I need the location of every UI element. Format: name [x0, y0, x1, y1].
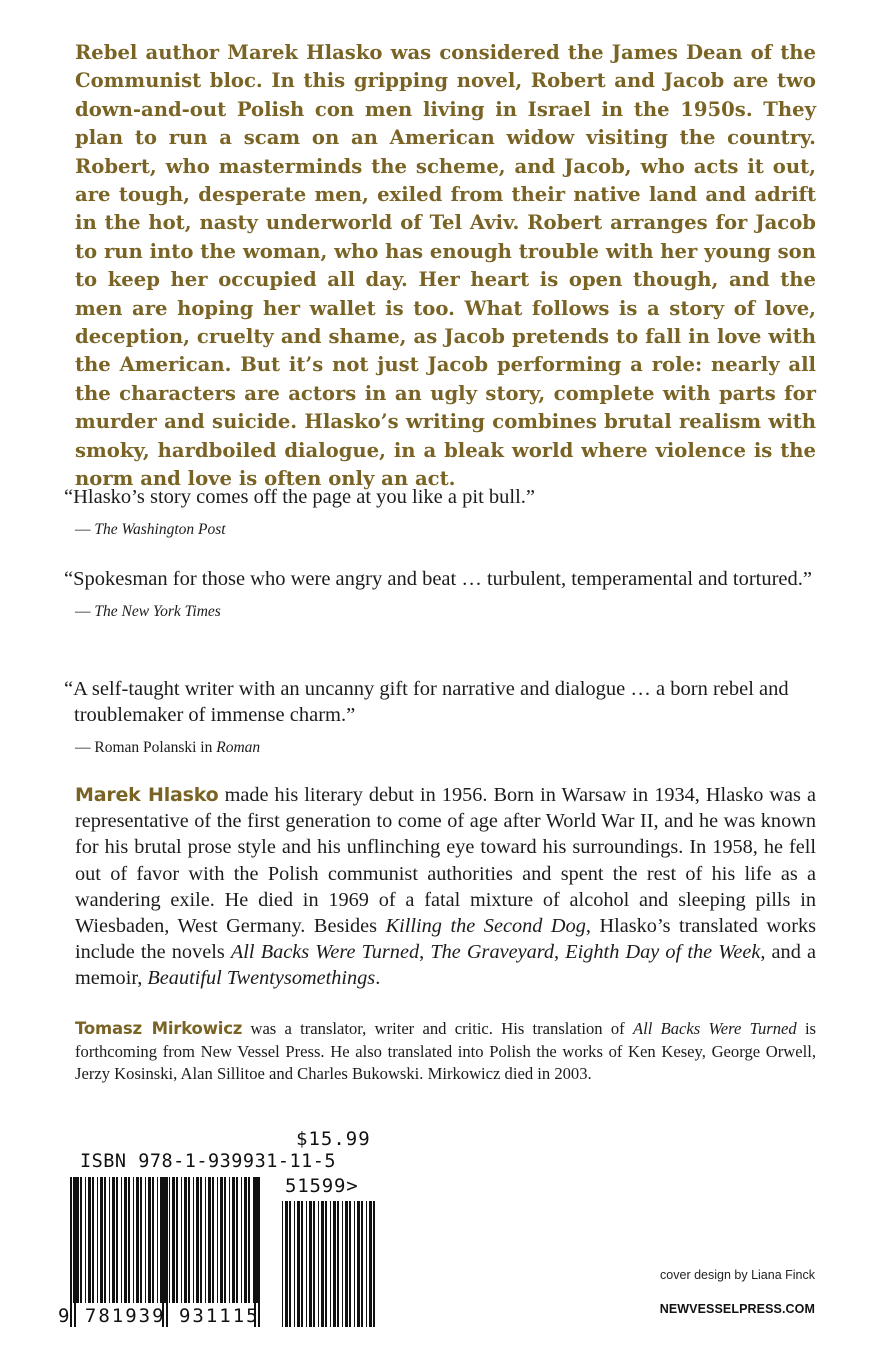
barcode-bar	[236, 1177, 238, 1303]
blurb-paragraph: Rebel author Marek Hlasko was considered the James Dean of the Communist bloc. In this gripping novel, Robert and Jacob are two down-and-out Polish con men living in Israel in the 1950s. They plan to run a scam on an American widow visiting the country. Robert, who masterminds the scheme, and Jacob, who acts it out, are tough, desperate men, exiled from their native land and adrift in the hot, nasty underworld of Tel Aviv. Robert arranges for Jacob to run into the woman, who has enough trouble with her young son to keep her occupied all day. Her heart is open though, and the men are hoping her wallet is too. What follows is a story of love, deception, cruelty and shame, as Jacob pretends to fall in love with the American. But it’s not just Jacob performing a role: nearly all the characters are actors in an ugly story, complete with parts for murder and suicide. Hlasko’s writing combines brutal realism with smoky, hardboiled dialogue, in a bleak world where violence is the norm and love is often only an act.	[75, 41, 816, 491]
quote-new-york-times	[64, 566, 816, 622]
barcode-bar	[88, 1177, 91, 1303]
barcode-bar	[97, 1177, 98, 1303]
barcode-bar	[152, 1177, 154, 1303]
barcode-bar	[297, 1201, 300, 1327]
quote-attribution: — The New York Times	[75, 603, 221, 620]
book-title: All Backs Were Turned	[632, 1019, 797, 1038]
book-title: Eighth Day of the Week	[565, 941, 761, 964]
quote-attribution: — Roman Polanski in Roman	[75, 739, 261, 756]
barcode-bar	[366, 1201, 367, 1327]
barcode-bar	[241, 1177, 242, 1303]
barcode-bar	[361, 1201, 363, 1327]
barcode-bar	[224, 1177, 226, 1303]
book-title: The Graveyard	[430, 941, 555, 964]
barcode-bar	[345, 1201, 348, 1327]
barcode-bar	[205, 1177, 206, 1303]
quote-washington-post	[64, 484, 816, 540]
barcode-bar	[116, 1177, 118, 1303]
barcode-bar	[342, 1201, 343, 1327]
barcode-bar	[193, 1177, 194, 1303]
barcode-bar	[104, 1177, 106, 1303]
barcode-digits: 9 781939 931115	[58, 1305, 260, 1327]
quote-source: Roman	[216, 739, 261, 756]
barcode-bar	[318, 1201, 319, 1327]
barcode-bar	[217, 1177, 218, 1303]
barcode-bar	[253, 1177, 254, 1303]
barcode-bar	[309, 1201, 312, 1327]
barcode-bar	[244, 1177, 247, 1303]
barcode-bar	[373, 1201, 375, 1327]
barcode-bar	[124, 1177, 127, 1303]
translator-name: Tomasz Mirkowicz	[75, 1019, 243, 1038]
barcode-addon-digits: 51599>	[285, 1175, 359, 1197]
barcode-bar	[208, 1177, 211, 1303]
barcode-bar	[349, 1201, 351, 1327]
quote-source: The Washington Post	[94, 521, 226, 538]
barcode-bar	[321, 1201, 324, 1327]
barcode-bar	[333, 1201, 336, 1327]
book-title: All Backs Were Turned	[230, 941, 420, 964]
barcode-bar	[330, 1201, 331, 1327]
quote-text: “Hlasko’s story comes off the page at you like a pit bull.”	[64, 486, 536, 508]
author-bio: Marek Hlasko made his literary debut in 1956. Born in Warsaw in 1934, Hlasko was a representative of the first generation to come of age after World War II, and he was known for his brutal prose style and his unflinching eye toward his surroundings. In 1958, he fell out of favor with the Polish communist authorities and spent the rest of his life as a wandering exile. He died in 1969 of a fatal mixture of alcohol and sleeping pills in Wiesbaden, West Germany. Besides Killing the Second Dog, Hlasko’s translated works include the novels All Backs Were Turned, The Graveyard, Eighth Day of the Week, and a memoir, Beautiful Twentysomethings.	[75, 784, 816, 990]
barcode-bar	[176, 1177, 178, 1303]
barcode-bar	[289, 1201, 291, 1327]
barcode-bar	[285, 1201, 288, 1327]
barcode-bar	[164, 1177, 166, 1303]
barcode-bar	[76, 1177, 79, 1303]
barcode-bar	[140, 1177, 142, 1303]
quote-source: The New York Times	[94, 603, 221, 620]
barcode-bar	[184, 1177, 187, 1303]
barcode-bar	[337, 1201, 339, 1327]
book-title: Beautiful Twentysomethings	[147, 967, 376, 990]
barcode-bar	[100, 1177, 103, 1303]
barcode-bar	[92, 1177, 94, 1303]
cover-design-credit: cover design by Liana Finck	[660, 1268, 815, 1282]
quote-text: “A self-taught writer with an uncanny gift for narrative and dialogue … a born rebel and troublemaker of immense charm.”	[64, 678, 789, 726]
barcode-bar	[133, 1177, 134, 1303]
barcode-bar	[80, 1177, 82, 1303]
barcode-bar	[313, 1201, 315, 1327]
author-name: Marek Hlasko	[75, 784, 219, 806]
barcode-bar	[128, 1177, 130, 1303]
barcode-bar	[172, 1177, 175, 1303]
barcode-bar	[169, 1177, 170, 1303]
barcode-bar	[148, 1177, 151, 1303]
barcode-bar	[212, 1177, 214, 1303]
barcode-bar	[248, 1177, 250, 1303]
barcode-bar	[229, 1177, 230, 1303]
barcode-bar	[157, 1177, 158, 1303]
barcode-bar	[85, 1177, 86, 1303]
isbn-label: ISBN 978-1-939931-11-5	[80, 1151, 337, 1172]
barcode-bar	[306, 1201, 307, 1327]
barcode-bar	[121, 1177, 122, 1303]
barcode-bar	[301, 1201, 303, 1327]
price-label: $15.99	[296, 1128, 371, 1150]
barcode-bar	[112, 1177, 115, 1303]
barcode-bar	[188, 1177, 190, 1303]
publisher-website: NEWVESSELPRESS.COM	[659, 1302, 815, 1316]
barcode-bar	[145, 1177, 146, 1303]
barcode-bar	[294, 1201, 295, 1327]
quote-text: “Spokesman for those who were angry and beat … turbulent, temperamental and tortured.”	[64, 568, 812, 590]
barcode-bar	[282, 1201, 283, 1327]
barcode-bar	[73, 1177, 74, 1303]
barcode-bar	[109, 1177, 110, 1303]
barcode-bar	[220, 1177, 223, 1303]
barcode-bar	[200, 1177, 202, 1303]
barcode-bar	[181, 1177, 182, 1303]
translator-bio: Tomasz Mirkowicz was a translator, writer and critic. His translation of All Backs Were Turned is forthcoming from New Vessel Press. He also translated into Polish the works of Ken Kesey, George Orwell, Jerzy Kosinski, Alan Sillitoe and Charles Bukowski. Mirkowicz died in 2003.	[75, 1019, 817, 1084]
barcode-bar	[196, 1177, 199, 1303]
barcode-bar	[369, 1201, 372, 1327]
barcode-bar	[357, 1201, 360, 1327]
quote-roman-polanski	[64, 676, 816, 758]
barcode-bar	[325, 1201, 327, 1327]
barcode-bar	[232, 1177, 235, 1303]
barcode-bar	[136, 1177, 139, 1303]
quote-attribution: — The Washington Post	[75, 521, 226, 538]
barcode-bar	[354, 1201, 355, 1327]
book-title: Killing the Second Dog	[385, 915, 586, 938]
